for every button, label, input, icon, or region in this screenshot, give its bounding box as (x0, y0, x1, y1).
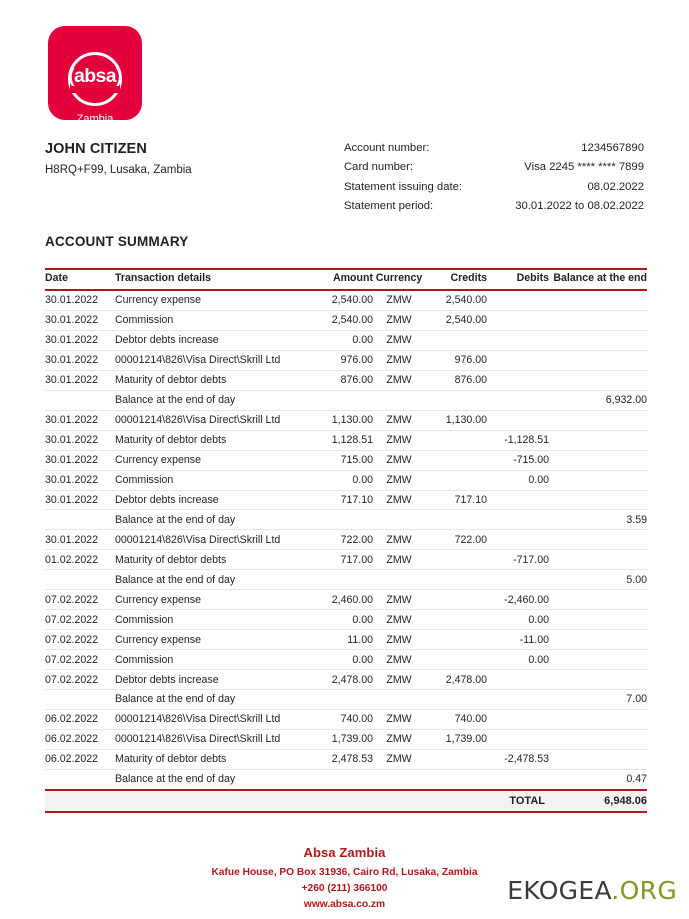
cell-balance (549, 630, 647, 650)
cell-credits: 740.00 (425, 710, 487, 730)
cell-debits: -717.00 (487, 550, 549, 570)
cell-date: 07.02.2022 (45, 670, 107, 690)
cell-currency: ZMW (373, 550, 425, 570)
cell-debits (487, 510, 549, 530)
transactions-table-wrap (45, 268, 647, 813)
cell-date: 30.01.2022 (45, 330, 107, 350)
cell-credits: 1,739.00 (425, 729, 487, 749)
total-value: 6,948.06 (549, 790, 647, 813)
cell-amount: 2,540.00 (311, 290, 373, 310)
cell-debits (487, 310, 549, 330)
cell-balance (549, 470, 647, 490)
table-row-end-of-day (45, 390, 647, 410)
cell-amount: 1,739.00 (311, 729, 373, 749)
table-header-row (45, 269, 647, 290)
cell-balance (549, 370, 647, 390)
column-header-balance: Balance at the end (549, 269, 647, 290)
transactions-table (45, 268, 647, 813)
cell-details: Debtor debts increase (107, 670, 311, 690)
watermark-name: EKOGEA (507, 876, 612, 905)
cell-balance (549, 550, 647, 570)
cell-balance (549, 729, 647, 749)
cell-amount: 717.00 (311, 550, 373, 570)
cell-debits (487, 410, 549, 430)
table-row (45, 410, 647, 430)
cell-balance: 3.59 (549, 510, 647, 530)
table-footer (45, 790, 647, 813)
table-row (45, 370, 647, 390)
cell-balance: 7.00 (549, 690, 647, 710)
cell-credits (425, 430, 487, 450)
cell-balance (549, 590, 647, 610)
cell-date: 30.01.2022 (45, 370, 107, 390)
cell-credits (425, 450, 487, 470)
cell-debits (487, 350, 549, 370)
cell-debits (487, 570, 549, 590)
cell-amount: 717.10 (311, 490, 373, 510)
cell-debits: -1,128.51 (487, 430, 549, 450)
cell-amount: 0.00 (311, 610, 373, 630)
cell-date: 07.02.2022 (45, 610, 107, 630)
cell-credits (425, 749, 487, 769)
cell-debits (487, 390, 549, 410)
cell-debits (487, 330, 549, 350)
cell-credits: 717.10 (425, 490, 487, 510)
table-row (45, 470, 647, 490)
footer-address: Kafue House, PO Box 31936, Cairo Rd, Lusaka, Zambia (211, 867, 478, 878)
column-header-amount: Amount (311, 269, 373, 290)
cell-credits: 722.00 (425, 530, 487, 550)
cell-debits (487, 670, 549, 690)
logo-country-label: Zambia (76, 113, 114, 125)
cell-balance (549, 670, 647, 690)
cell-currency: ZMW (373, 530, 425, 550)
cell-debits (487, 290, 549, 310)
cell-currency: ZMW (373, 310, 425, 330)
cell-credits (425, 470, 487, 490)
cell-currency (373, 769, 425, 789)
cell-credits (425, 590, 487, 610)
cell-debits: 0.00 (487, 610, 549, 630)
cell-details: 00001214\826\Visa Direct\Skrill Ltd (107, 729, 311, 749)
cell-amount: 1,130.00 (311, 410, 373, 430)
cell-details: 00001214\826\Visa Direct\Skrill Ltd (107, 350, 311, 370)
cell-details: Balance at the end of day (107, 769, 311, 789)
table-row-end-of-day (45, 690, 647, 710)
cell-currency: ZMW (373, 630, 425, 650)
cell-balance (549, 710, 647, 730)
cell-debits (487, 370, 549, 390)
cell-date: 07.02.2022 (45, 650, 107, 670)
cell-credits: 2,540.00 (425, 290, 487, 310)
cell-details: Balance at the end of day (107, 570, 311, 590)
table-row-end-of-day (45, 570, 647, 590)
table-row (45, 430, 647, 450)
cell-credits (425, 769, 487, 789)
cell-details: Commission (107, 470, 311, 490)
column-header-date: Date (45, 269, 107, 290)
table-row (45, 350, 647, 370)
account-meta-value: Visa 2245 **** **** 7899 (524, 161, 644, 174)
cell-currency: ZMW (373, 670, 425, 690)
cell-debits (487, 729, 549, 749)
account-meta-label: Account number: (344, 142, 430, 154)
cell-date: 30.01.2022 (45, 350, 107, 370)
footer-bank-name: Absa Zambia (303, 845, 386, 860)
account-meta-row (344, 161, 644, 180)
cell-details: Currency expense (107, 290, 311, 310)
account-meta-value: 1234567890 (581, 142, 644, 154)
cell-currency: ZMW (373, 350, 425, 370)
cell-amount: 2,478.00 (311, 670, 373, 690)
table-row (45, 729, 647, 749)
cell-balance (549, 310, 647, 330)
cell-date: 06.02.2022 (45, 729, 107, 749)
account-meta-label: Statement issuing date: (344, 180, 463, 193)
cell-details: Currency expense (107, 630, 311, 650)
cell-details: Balance at the end of day (107, 690, 311, 710)
customer-address: H8RQ+F99, Lusaka, Zambia (45, 163, 192, 176)
cell-details: Debtor debts increase (107, 490, 311, 510)
cell-amount: 976.00 (311, 350, 373, 370)
table-row (45, 310, 647, 330)
cell-credits (425, 510, 487, 530)
column-header-debits: Debits (487, 269, 549, 290)
cell-amount: 0.00 (311, 650, 373, 670)
cell-currency: ZMW (373, 490, 425, 510)
cell-amount: 2,478.53 (311, 749, 373, 769)
cell-amount: 722.00 (311, 530, 373, 550)
cell-details: Currency expense (107, 450, 311, 470)
cell-amount (311, 690, 373, 710)
total-label: TOTAL (487, 790, 549, 813)
account-meta-row (344, 181, 644, 200)
cell-balance (549, 490, 647, 510)
cell-details: Debtor debts increase (107, 330, 311, 350)
table-row (45, 330, 647, 350)
cell-amount (311, 769, 373, 789)
cell-currency: ZMW (373, 470, 425, 490)
table-row-end-of-day (45, 769, 647, 789)
cell-details: Maturity of debtor debts (107, 550, 311, 570)
cell-balance (549, 749, 647, 769)
table-row (45, 450, 647, 470)
cell-date: 01.02.2022 (45, 550, 107, 570)
cell-amount: 11.00 (311, 630, 373, 650)
cell-amount: 740.00 (311, 710, 373, 730)
cell-details: Maturity of debtor debts (107, 430, 311, 450)
cell-date: 30.01.2022 (45, 530, 107, 550)
cell-details: 00001214\826\Visa Direct\Skrill Ltd (107, 530, 311, 550)
cell-debits (487, 690, 549, 710)
cell-currency: ZMW (373, 590, 425, 610)
cell-details: Commission (107, 610, 311, 630)
cell-details: Maturity of debtor debts (107, 370, 311, 390)
cell-credits (425, 550, 487, 570)
cell-date (45, 690, 107, 710)
watermark-tld: .ORG (611, 876, 677, 905)
cell-details: Balance at the end of day (107, 390, 311, 410)
cell-details: Balance at the end of day (107, 510, 311, 530)
cell-currency: ZMW (373, 430, 425, 450)
footer-website[interactable]: www.absa.co.zm (303, 898, 386, 910)
cell-details: Maturity of debtor debts (107, 749, 311, 769)
table-row (45, 550, 647, 570)
footer-phone: +260 (211) 366100 (301, 882, 388, 894)
cell-balance: 0.47 (549, 769, 647, 789)
logo-wordmark: (absa) (68, 65, 122, 87)
cell-credits (425, 610, 487, 630)
table-row-end-of-day (45, 510, 647, 530)
cell-debits: -2,478.53 (487, 749, 549, 769)
column-header-details: Transaction details (107, 269, 311, 290)
cell-credits: 876.00 (425, 370, 487, 390)
cell-amount: 876.00 (311, 370, 373, 390)
cell-date: 30.01.2022 (45, 290, 107, 310)
table-row (45, 590, 647, 610)
table-row (45, 530, 647, 550)
cell-amount (311, 570, 373, 590)
cell-balance (549, 650, 647, 670)
table-row (45, 749, 647, 769)
cell-currency: ZMW (373, 749, 425, 769)
cell-credits: 2,540.00 (425, 310, 487, 330)
cell-amount (311, 510, 373, 530)
cell-balance: 5.00 (549, 570, 647, 590)
cell-debits (487, 490, 549, 510)
cell-debits (487, 769, 549, 789)
cell-balance (549, 330, 647, 350)
logo-tile (48, 26, 142, 125)
cell-currency (373, 390, 425, 410)
cell-debits: -715.00 (487, 450, 549, 470)
customer-block (45, 142, 192, 178)
cell-currency: ZMW (373, 290, 425, 310)
cell-date: 30.01.2022 (45, 450, 107, 470)
cell-balance (549, 430, 647, 450)
cell-balance (549, 410, 647, 430)
account-meta-value: 08.02.2022 (587, 180, 644, 193)
cell-details: Currency expense (107, 590, 311, 610)
table-body (45, 290, 647, 790)
cell-credits (425, 570, 487, 590)
cell-currency: ZMW (373, 370, 425, 390)
cell-currency: ZMW (373, 450, 425, 470)
cell-credits: 976.00 (425, 350, 487, 370)
account-meta-table (344, 142, 644, 220)
cell-credits (425, 690, 487, 710)
account-meta-label: Card number: (344, 161, 414, 174)
cell-details: Commission (107, 310, 311, 330)
cell-date: 30.01.2022 (45, 430, 107, 450)
cell-credits (425, 650, 487, 670)
cell-debits: -2,460.00 (487, 590, 549, 610)
account-meta-row (344, 142, 644, 161)
cell-currency (373, 570, 425, 590)
ekogea-watermark (507, 876, 677, 905)
cell-balance (549, 530, 647, 550)
cell-currency: ZMW (373, 610, 425, 630)
cell-amount: 0.00 (311, 470, 373, 490)
cell-date: 07.02.2022 (45, 590, 107, 610)
total-row (45, 790, 647, 813)
cell-details: 00001214\826\Visa Direct\Skrill Ltd (107, 710, 311, 730)
table-row (45, 650, 647, 670)
cell-amount: 2,460.00 (311, 590, 373, 610)
table-header (45, 269, 647, 290)
cell-amount (311, 390, 373, 410)
cell-currency: ZMW (373, 330, 425, 350)
cell-currency: ZMW (373, 410, 425, 430)
table-row (45, 670, 647, 690)
cell-amount: 2,540.00 (311, 310, 373, 330)
cell-currency: ZMW (373, 710, 425, 730)
cell-credits (425, 390, 487, 410)
cell-currency: ZMW (373, 650, 425, 670)
cell-debits: 0.00 (487, 470, 549, 490)
cell-credits: 2,478.00 (425, 670, 487, 690)
cell-date: 07.02.2022 (45, 630, 107, 650)
cell-balance (549, 610, 647, 630)
column-header-credits: Credits (425, 269, 487, 290)
statement-header (45, 142, 644, 220)
cell-currency (373, 510, 425, 530)
account-meta-value: 30.01.2022 to 08.02.2022 (515, 200, 644, 213)
cell-debits (487, 710, 549, 730)
cell-date: 30.01.2022 (45, 410, 107, 430)
column-header-currency: Currency (373, 269, 425, 290)
cell-details: Commission (107, 650, 311, 670)
cell-amount: 0.00 (311, 330, 373, 350)
cell-credits (425, 330, 487, 350)
cell-date: 06.02.2022 (45, 710, 107, 730)
table-row (45, 610, 647, 630)
absa-logo (48, 26, 142, 125)
cell-date (45, 510, 107, 530)
table-row (45, 290, 647, 310)
table-row (45, 490, 647, 510)
cell-credits (425, 630, 487, 650)
cell-balance: 6,932.00 (549, 390, 647, 410)
table-row (45, 710, 647, 730)
cell-balance (549, 350, 647, 370)
cell-debits: 0.00 (487, 650, 549, 670)
cell-amount: 1,128.51 (311, 430, 373, 450)
cell-currency: ZMW (373, 729, 425, 749)
cell-balance (549, 290, 647, 310)
cell-date: 30.01.2022 (45, 490, 107, 510)
cell-date (45, 390, 107, 410)
account-meta-row (344, 200, 644, 219)
cell-details: 00001214\826\Visa Direct\Skrill Ltd (107, 410, 311, 430)
cell-date: 30.01.2022 (45, 470, 107, 490)
account-meta-label: Statement period: (344, 200, 434, 213)
customer-name: JOHN CITIZEN (45, 141, 147, 157)
cell-date (45, 769, 107, 789)
cell-credits: 1,130.00 (425, 410, 487, 430)
cell-balance (549, 450, 647, 470)
cell-debits: -11.00 (487, 630, 549, 650)
cell-amount: 715.00 (311, 450, 373, 470)
table-row (45, 630, 647, 650)
cell-date (45, 570, 107, 590)
cell-debits (487, 530, 549, 550)
cell-currency (373, 690, 425, 710)
cell-date: 06.02.2022 (45, 749, 107, 769)
cell-date: 30.01.2022 (45, 310, 107, 330)
page-title: ACCOUNT SUMMARY (45, 234, 189, 249)
